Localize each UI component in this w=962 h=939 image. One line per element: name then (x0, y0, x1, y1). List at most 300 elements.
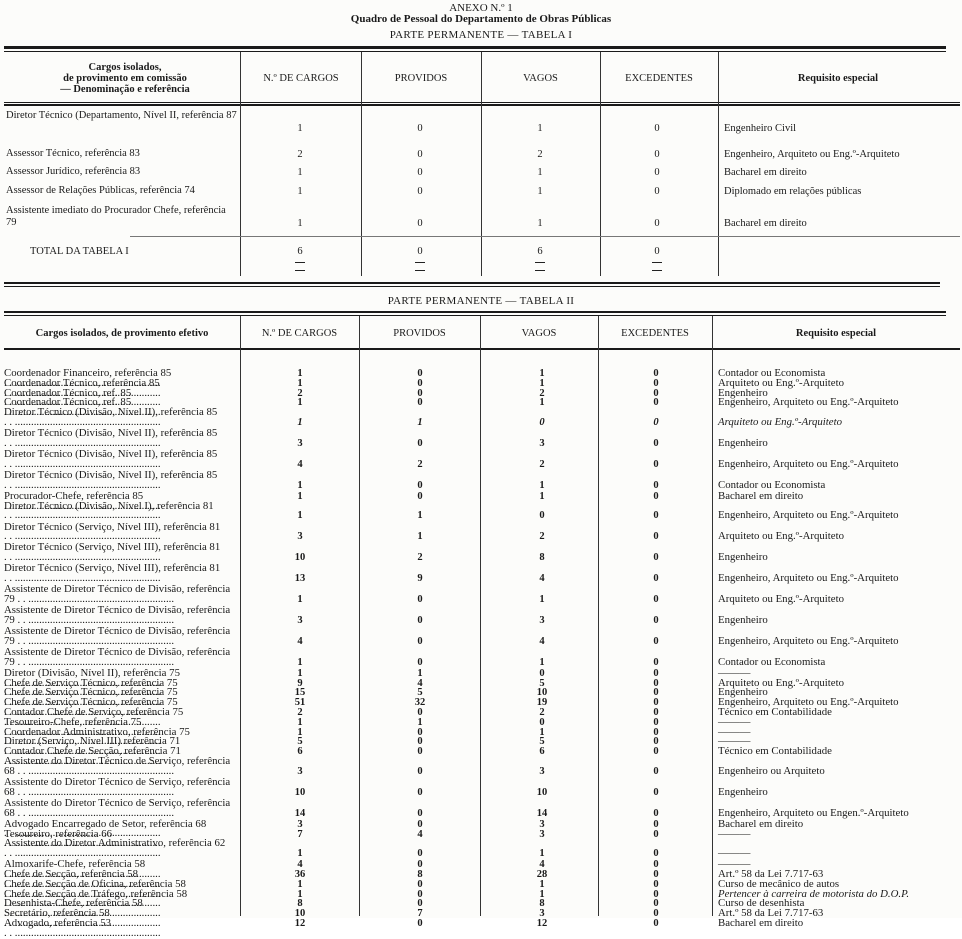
table2-value-cargos: 1 (297, 594, 303, 605)
total-underline (652, 270, 662, 271)
table2-value-cargos: 1 (297, 888, 303, 900)
table2-value-excedentes: 0 (653, 614, 659, 626)
table2-value-excedentes: 0 (653, 908, 659, 920)
table2-value-excedentes: 0 (653, 677, 659, 689)
table1-vagos-value: 1 (537, 167, 543, 178)
table2-value-excedentes: 0 (653, 848, 659, 860)
table2-value-excedentes: 0 (653, 828, 659, 840)
table2-value-excedentes: 0 (653, 736, 659, 748)
table2-requisito: Contador ou Economista (718, 478, 826, 491)
table2-value-vagos: 3 (539, 765, 545, 777)
table2-requisito: Técnico em Contabilidade (718, 706, 832, 718)
table2-value-vagos: 4 (539, 859, 545, 871)
table2-value-vagos: 2 (539, 707, 545, 718)
table2-requisito: Engenheiro, Arquiteto ou Eng.º-Arquiteto (718, 572, 899, 585)
table2-requisito: ——— (718, 666, 751, 679)
table1-total-excedentes: 0 (654, 246, 660, 257)
table2-requisito: Art.º 58 da Lei 7.717-63 (718, 868, 824, 880)
table2-value-providos: 0 (417, 594, 423, 605)
row-name-text: Diretor (Serviço, Nível III) referência 71 (4, 735, 181, 748)
table2-value-providos: 0 (417, 479, 423, 491)
row-name-text: Chefe de Serviço Técnico, referência 75 (4, 676, 178, 689)
row-name-text: Assistente de Diretor Técnico de Divisão, referência 79 (4, 583, 231, 605)
table2-value-excedentes: 0 (653, 765, 659, 777)
table2-value-providos: 0 (417, 437, 423, 449)
table2-value-excedentes: 0 (653, 859, 659, 871)
table2-value-vagos: 1 (539, 726, 545, 738)
table1-excedentes-value: 0 (654, 218, 660, 229)
row-name-text: Diretor Técnico (Divisão, Nível I), referência 81 (4, 499, 214, 512)
table2-header-providos: PROVIDOS (393, 327, 446, 339)
table2-value-vagos: 1 (539, 878, 545, 890)
table1-top-rule-thin (4, 51, 946, 52)
table2-requisito: Arquiteto ou Eng.º-Arquiteto (718, 530, 844, 543)
row-name-text: Assistente do Diretor Técnico de Serviço, referência 68 (4, 755, 231, 777)
row-name-text: Diretor Técnico (Divisão, Nível II), referência 85 (4, 427, 218, 440)
table2-header-rule (4, 348, 960, 350)
table2-value-cargos: 10 (294, 908, 306, 920)
table2-value-excedentes: 0 (653, 387, 659, 399)
table2-value-excedentes: 0 (653, 479, 659, 491)
table2-requisito: Engenheiro (718, 613, 768, 626)
table2-value-cargos: 1 (297, 368, 303, 379)
row-name-text: Diretor (Divisão, Nível II), referência 75 (4, 666, 180, 679)
dot-leader (6, 123, 238, 135)
table2-requisito: Engenheiro, Arquiteto ou Eng.º-Arquiteto (718, 696, 899, 709)
table2-row-name (4, 796, 236, 819)
table1-requisito: Bacharel em direito (724, 218, 807, 229)
table2-value-vagos: 1 (539, 377, 545, 389)
table2-value-excedentes: 0 (653, 397, 659, 409)
row-name-text: Procurador-Chefe, referência 85 (4, 489, 144, 502)
table2-value-providos: 0 (417, 765, 423, 777)
table2-value-excedentes: 0 (653, 552, 659, 564)
table2-header-vagos: VAGOS (521, 327, 557, 339)
table1-header-rule (4, 102, 960, 103)
table2-requisito: Art.º 58 da Lei 7.717-63 (718, 907, 824, 920)
table1-vagos-value: 1 (537, 186, 543, 197)
table2-value-excedentes: 0 (653, 458, 659, 470)
table2-requisito: Engenheiro, Arquiteto ou Eng.º-Arquiteto (718, 634, 899, 647)
table2-value-cargos: 3 (297, 437, 303, 449)
table1-total-vagos: 6 (537, 246, 543, 257)
table2-value-cargos: 4 (297, 859, 303, 871)
row-name-text: Assistente de Diretor Técnico de Divisão, referência 79 (4, 604, 231, 626)
table1-row-name: Assessor Técnico, referência 83 (6, 148, 140, 159)
table2-value-cargos: 1 (297, 397, 303, 409)
table2-value-cargos: 3 (297, 531, 303, 543)
table2-value-providos: 0 (417, 818, 423, 830)
row-name-text: Diretor Técnico (Divisão, Nível II), referência 85 (4, 448, 218, 460)
table2-value-excedentes: 0 (653, 573, 659, 585)
table2-header-cargos: Cargos isolados, de provimento efetivo (35, 327, 209, 339)
table2-value-providos: 4 (417, 677, 423, 689)
table2-row-name (4, 775, 236, 798)
table1-row-name: Diretor Técnico (Departamento, Nível II, referência 87 (6, 110, 237, 121)
table2-value-excedentes: 0 (653, 716, 659, 728)
table2-requisito: Engenheiro, Arquiteto ou Eng.º-Arquiteto (718, 509, 899, 522)
table2-value-cargos: 1 (297, 667, 303, 679)
row-name-text: Chefe de Secção de Tráfego, referência 58 (4, 887, 188, 900)
table2-top-rule (4, 311, 946, 313)
table2-value-cargos: 1 (297, 417, 303, 428)
table2-requisito: Bacharel em direito (718, 489, 804, 502)
table2-requisito: Arquiteto ou Eng.º-Arquiteto (718, 676, 844, 689)
table2-value-vagos: 2 (539, 458, 545, 470)
table2-requisito: Engenheiro (718, 386, 768, 399)
table2-value-excedentes: 0 (653, 635, 659, 647)
table1-requisito: Diplomado em relações públicas (724, 186, 862, 197)
row-name-text: Coordenador Técnico, ref. 85 (4, 386, 132, 399)
table1-excedentes-value: 0 (654, 186, 660, 197)
table2-requisito: Engenheiro (718, 436, 768, 449)
table2-requisito: Contador ou Economista (718, 655, 826, 668)
table1-cargos-value: 1 (297, 167, 303, 178)
table2-row-name (4, 919, 236, 929)
table2-value-excedentes: 0 (653, 726, 659, 738)
row-name-text: Secretário, referência 58 (4, 907, 110, 920)
table2-value-excedentes: 0 (653, 697, 659, 709)
table2-value-excedentes: 0 (653, 417, 659, 428)
row-name-text: Coordenador Financeiro, referência 85 (4, 367, 172, 379)
table2-requisito: Engenheiro ou Arquiteto (718, 764, 825, 777)
table2-value-excedentes: 0 (653, 786, 659, 798)
table2-value-providos: 0 (417, 656, 423, 668)
table2-value-excedentes: 0 (653, 888, 659, 900)
table1-providos-value: 0 (417, 149, 423, 160)
table2-value-providos: 1 (417, 417, 423, 428)
table2-value-cargos: 1 (297, 726, 303, 738)
annex-title: ANEXO N.º 1 (449, 2, 513, 14)
table2-value-providos: 0 (417, 918, 423, 929)
table2-value-providos: 0 (417, 387, 423, 399)
table2-value-providos: 0 (417, 848, 423, 860)
divider (712, 316, 713, 916)
table2-value-vagos: 12 (536, 918, 548, 929)
table2-value-providos: 1 (417, 531, 423, 543)
table2-value-vagos: 28 (536, 869, 548, 880)
table2-value-vagos: 3 (539, 818, 545, 830)
table2-value-cargos: 1 (297, 479, 303, 491)
table2-requisito: Arquiteto ou Eng.º-Arquiteto (718, 376, 844, 389)
table2-value-excedentes: 0 (653, 656, 659, 668)
table2-value-cargos: 1 (297, 510, 303, 522)
header-line: de provimento em comissão (63, 72, 187, 84)
total-underline (652, 262, 662, 263)
table2-requisito: Bacharel em direito (718, 817, 804, 830)
row-name-text: Chefe de Secção, referência 58 (4, 868, 138, 880)
table2-value-vagos: 1 (539, 479, 545, 491)
table2-requisito: Engenheiro, Arquiteto ou Eng.º-Arquiteto (718, 396, 899, 409)
row-name-text: Chefe de Secção de Oficina, referência 58 (4, 877, 186, 890)
table2-value-vagos: 5 (539, 736, 545, 748)
table1-requisito: Engenheiro Civil (724, 123, 797, 134)
table2-value-cargos: 3 (297, 765, 303, 777)
table2-value-providos: 1 (417, 510, 423, 522)
table2-value-providos: 2 (417, 458, 423, 470)
table2-value-vagos: 14 (536, 807, 548, 819)
table2-value-providos: 0 (417, 746, 423, 758)
row-name-text: Coordenador Técnico, ref. 85 (4, 396, 132, 409)
table2-requisito: ——— (718, 735, 751, 748)
table1-requisito: Bacharel em direito (724, 167, 807, 178)
table1-header-n-cargos: N.º DE CARGOS (263, 72, 339, 84)
table2-value-providos: 0 (417, 878, 423, 890)
table2-value-cargos: 13 (294, 573, 306, 585)
table2-value-vagos: 19 (536, 697, 548, 709)
row-name-text: Assistente do Diretor Administrativo, referência 62 (4, 837, 226, 850)
table2-requisito: Pertencer à carreira de motorista do D.O.P. (718, 887, 910, 900)
table1-bottom-rule (4, 282, 940, 284)
table2-row-name (4, 450, 236, 470)
table2-value-cargos: 10 (294, 786, 306, 798)
table2-value-vagos: 1 (539, 848, 545, 860)
row-name-text: Assistente do Diretor Técnico de Serviço, referência 68 (4, 775, 231, 798)
table2-value-providos: 1 (417, 667, 423, 679)
table2-value-providos: 7 (417, 908, 423, 920)
table1-header-rule-thick (4, 104, 960, 106)
table2-requisito: Bacharel em direito (718, 917, 804, 929)
table2-value-providos: 0 (417, 635, 423, 647)
table1-title: PARTE PERMANENTE — TABELA I (389, 29, 573, 41)
table2-value-providos: 0 (417, 614, 423, 626)
row-name-text: Tesoureiro-Chefe, referência 75 (4, 715, 142, 728)
table2-row-name (4, 408, 236, 428)
table2-value-cargos: 15 (294, 687, 306, 699)
total-underline (295, 262, 305, 263)
table1-cargos-value: 1 (297, 186, 303, 197)
table2-value-excedentes: 0 (653, 667, 659, 679)
table2-value-excedentes: 0 (653, 878, 659, 890)
table2-value-vagos: 6 (539, 746, 545, 758)
table2-value-providos: 0 (417, 786, 423, 798)
table2-value-vagos: 3 (539, 437, 545, 449)
table1-total-cargos: 6 (297, 246, 303, 257)
table1-vagos-value: 1 (537, 123, 543, 134)
table2-value-cargos: 14 (294, 807, 306, 819)
table2-top-rule-thin (4, 315, 946, 316)
table2-value-providos: 0 (417, 368, 423, 379)
table2-value-excedentes: 0 (653, 898, 659, 910)
table2-value-cargos: 5 (297, 736, 303, 748)
row-name-text: Chefe de Serviço Técnico, referência 75 (4, 686, 178, 699)
document-title: Quadro de Pessoal do Departamento de Obras Públicas (350, 13, 612, 25)
table1-total-label: TOTAL DA TABELA I (30, 246, 129, 257)
table2-value-cargos: 1 (297, 490, 303, 502)
row-name-text: Contador Chefe de Secção, referência 71 (4, 745, 181, 758)
table2-value-excedentes: 0 (653, 869, 659, 880)
table2-value-cargos: 1 (297, 716, 303, 728)
table2-header-requisito: Requisito especial (795, 327, 877, 339)
table2-row-name (4, 627, 236, 647)
table2-requisito: Arquiteto ou Eng.º-Arquiteto (718, 416, 842, 428)
table2-value-excedentes: 0 (653, 437, 659, 449)
table2-value-vagos: 4 (539, 635, 545, 647)
table1-header-requisito: Requisito especial (797, 72, 879, 84)
table1-vagos-value: 2 (537, 149, 543, 160)
table2-requisito: Curso de desenhista (718, 897, 805, 910)
table1-bottom-rule-thin (4, 286, 940, 287)
table2-title: PARTE PERMANENTE — TABELA II (387, 295, 575, 307)
table2-header-n-cargos: N.º DE CARGOS (261, 327, 338, 339)
table1-top-rule (4, 46, 946, 49)
table2-value-vagos: 3 (539, 908, 545, 920)
table2-value-providos: 1 (417, 716, 423, 728)
table2-value-providos: 0 (417, 726, 423, 738)
table2-value-providos: 0 (417, 736, 423, 748)
total-underline (295, 270, 305, 271)
table2-value-vagos: 1 (539, 368, 545, 379)
divider (480, 316, 481, 916)
table2-value-excedentes: 0 (653, 687, 659, 699)
table2-value-providos: 8 (417, 869, 423, 880)
row-name-text: Diretor Técnico (Serviço, Nível III), referência 81 (4, 541, 221, 554)
divider (240, 316, 241, 916)
table2-value-cargos: 3 (297, 614, 303, 626)
row-name-text: Almoxarife-Chefe, referência 58 (4, 858, 146, 871)
table2-value-vagos: 8 (539, 552, 545, 564)
table2-requisito: ——— (718, 725, 751, 738)
table2-row-name (4, 585, 236, 605)
row-name-text: Assistente do Diretor Técnico de Serviço, referência 68 (4, 796, 231, 819)
table1-row-name: Assessor Jurídico, referência 83 (6, 166, 141, 177)
row-name-text: Assistente de Diretor Técnico de Divisão, referência 79 (4, 645, 231, 668)
table2-value-excedentes: 0 (653, 818, 659, 830)
table2-value-providos: 0 (417, 807, 423, 819)
table2-requisito: Arquiteto ou Eng.º-Arquiteto (718, 593, 844, 605)
table2-row-name (4, 757, 236, 777)
table1-excedentes-value: 0 (654, 167, 660, 178)
table2-row-name (4, 429, 236, 449)
table2-value-providos: 0 (417, 898, 423, 910)
row-name-text: Desenhista-Chefe, referência 58 (4, 897, 143, 910)
table2-value-vagos: 0 (539, 667, 545, 679)
row-name-text: Coordenador Técnico, referência 85 (4, 376, 160, 389)
row-name-text: Assistente de Diretor Técnico de Divisão, referência 79 (4, 625, 231, 647)
table1-header-cargos (40, 56, 210, 100)
table2-requisito: ——— (718, 858, 751, 871)
total-underline (535, 270, 545, 271)
table2-value-vagos: 0 (539, 417, 545, 428)
table2-value-excedentes: 0 (653, 368, 659, 379)
table1-providos-value: 0 (417, 167, 423, 178)
table2-value-cargos: 2 (297, 387, 303, 399)
table2-requisito: Engenheiro, Arquiteto ou Eng.º-Arquiteto (718, 457, 899, 470)
table2-value-cargos: 6 (297, 746, 303, 758)
total-underline (415, 270, 425, 271)
table2-value-vagos: 0 (539, 716, 545, 728)
table2-value-vagos: 1 (539, 656, 545, 668)
row-name-text: Coordenador Administrativo, referência 75 (4, 725, 190, 738)
table2-value-vagos: 8 (539, 898, 545, 910)
table2-requisito: Técnico em Contabilidade (718, 745, 832, 758)
row-name-text: Contador Chefe de Serviço, referência 75 (4, 706, 184, 718)
table2-value-excedentes: 0 (653, 377, 659, 389)
total-underline (415, 262, 425, 263)
table1-excedentes-value: 0 (654, 149, 660, 160)
table2-value-vagos: 1 (539, 594, 545, 605)
table2-requisito: ——— (718, 847, 751, 860)
table2-value-cargos: 10 (294, 552, 306, 564)
table2-row-name (4, 645, 236, 668)
total-rule (130, 236, 960, 237)
table2-row-name (4, 520, 236, 543)
table2-requisito: Engenheiro (718, 686, 768, 699)
table2-value-cargos: 1 (297, 848, 303, 860)
table2-value-vagos: 1 (539, 490, 545, 502)
table1-header-vagos: VAGOS (523, 72, 558, 84)
table2-value-excedentes: 0 (653, 707, 659, 718)
table2-value-excedentes: 0 (653, 918, 659, 929)
table2-value-cargos: 12 (294, 918, 306, 929)
table1-total-providos: 0 (417, 246, 423, 257)
table2-value-providos: 2 (417, 552, 423, 564)
table2-requisito: Curso de mecânico de autos (718, 877, 840, 890)
table2-value-vagos: 0 (539, 510, 545, 522)
table1-cargos-value: 1 (297, 218, 303, 229)
table2-value-providos: 32 (414, 697, 426, 709)
total-underline (535, 262, 545, 263)
table2-value-cargos: 3 (297, 818, 303, 830)
table2-value-excedentes: 0 (653, 746, 659, 758)
table2-value-vagos: 1 (539, 888, 545, 900)
row-name-text: Advogado Encarregado de Setor, referência 68 (4, 817, 207, 830)
table2-row-name (4, 564, 236, 584)
table2-value-vagos: 1 (539, 397, 545, 409)
row-name-text: Diretor Técnico (Divisão, Nível II), referência 85 (4, 406, 218, 419)
table2-value-vagos: 2 (539, 531, 545, 543)
table2-value-providos: 5 (417, 687, 423, 699)
table2-value-cargos: 1 (297, 377, 303, 389)
table1-providos-value: 0 (417, 218, 423, 229)
table2-value-excedentes: 0 (653, 531, 659, 543)
table2-value-vagos: 3 (539, 828, 545, 840)
table2-row-name (4, 543, 236, 563)
table2-value-cargos: 51 (294, 697, 306, 709)
table2-value-cargos: 36 (294, 869, 306, 880)
divider (598, 316, 599, 916)
table2-value-providos: 0 (417, 397, 423, 409)
table2-value-vagos: 10 (536, 687, 548, 699)
table2-value-providos: 0 (417, 888, 423, 900)
table2-value-excedentes: 0 (653, 807, 659, 819)
table1-cargos-value: 1 (297, 123, 303, 134)
table2-value-providos: 4 (417, 828, 423, 840)
table2-value-cargos: 7 (297, 828, 303, 840)
header-line: Cargos isolados, (88, 61, 162, 73)
table2-value-cargos: 8 (297, 898, 303, 910)
header-line: — Denominação e referência (60, 83, 190, 95)
table2-row-name (4, 468, 236, 491)
table2-value-providos: 0 (417, 859, 423, 871)
table1-row-name: Assessor de Relações Públicas, referência 74 (6, 185, 195, 196)
table2-requisito: Engenheiro, Arquiteto ou Engen.º-Arquiteto (718, 806, 909, 819)
row-name-text: Tesoureiro, referência 66 (4, 827, 113, 840)
table2-value-excedentes: 0 (653, 510, 659, 522)
table2-value-providos: 0 (417, 490, 423, 502)
table1-cargos-value: 2 (297, 149, 303, 160)
table2-requisito: Contador ou Economista (718, 367, 826, 379)
row-name-text: Advogado, referência 53 (4, 917, 112, 929)
table2-value-vagos: 10 (536, 786, 548, 798)
table2-value-vagos: 3 (539, 614, 545, 626)
table1-vagos-value: 1 (537, 218, 543, 229)
table2-row-name (4, 839, 236, 859)
table2-requisito: ——— (718, 827, 751, 840)
table2-value-vagos: 4 (539, 573, 545, 585)
table2-value-cargos: 2 (297, 707, 303, 718)
table1-requisito: Engenheiro, Arquiteto ou Eng.º-Arquiteto (724, 149, 900, 160)
